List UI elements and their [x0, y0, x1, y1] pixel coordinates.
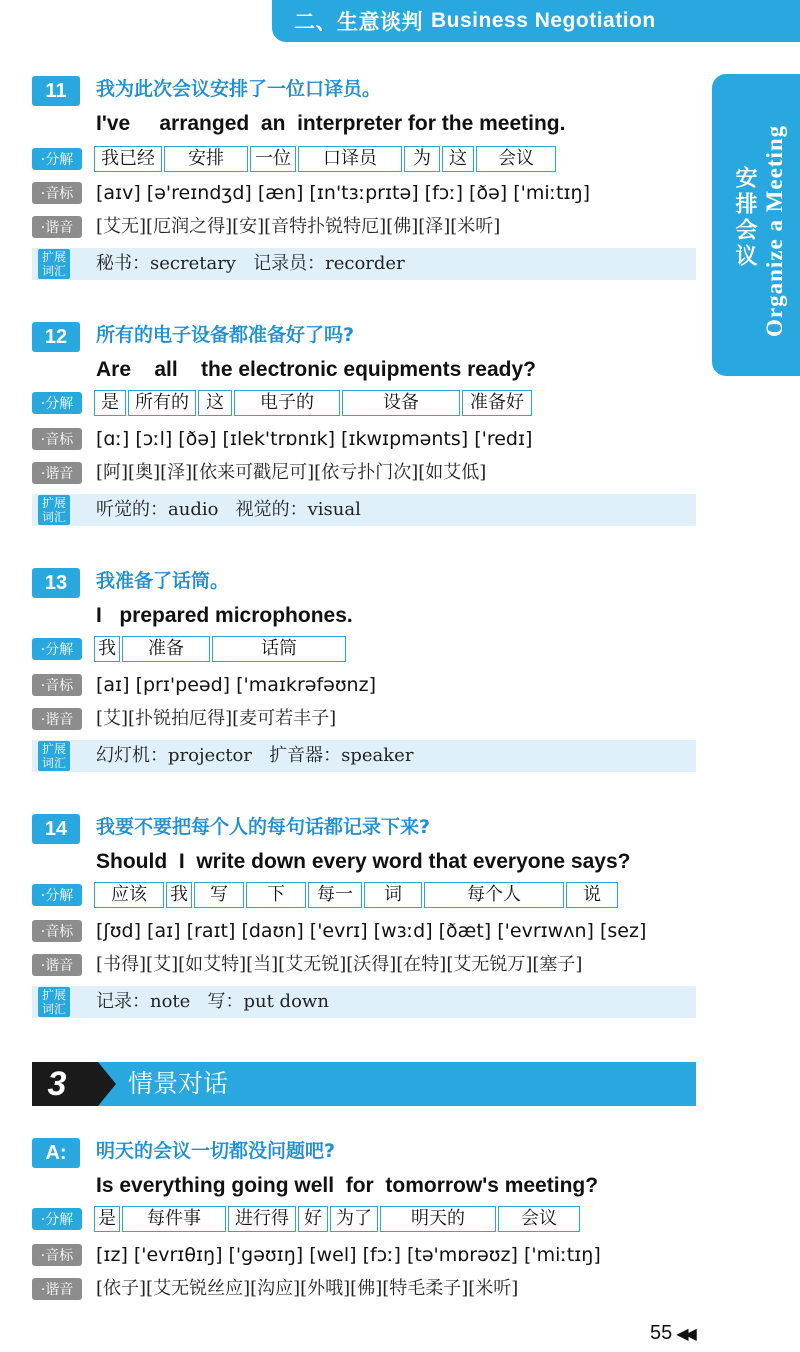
phonetic-text: [ɪz] ['evrɪθɪŋ] ['gəʊɪŋ] [wel] [fɔː] [tə'mɒrəʊz] ['miːtɪŋ] [96, 1244, 601, 1266]
chunk: 准备 [122, 636, 210, 662]
phonetic-tag: ·音标 [32, 674, 82, 696]
phonetic-tag: ·音标 [32, 182, 82, 204]
phonetic-row [32, 1242, 702, 1268]
expand-tag: 扩展词汇 [38, 249, 70, 279]
double-arrow-left-icon: ◀◀ [676, 1325, 693, 1343]
speaker-badge: A: [32, 1138, 80, 1168]
chunk: 为 [404, 146, 440, 172]
phonetic-text: [aɪv] [ə'reɪndʒd] [æn] [ɪn'tɜːprɪtə] [fɔː] [ðə] ['miːtɪŋ] [96, 182, 591, 204]
chunk-list [94, 636, 348, 662]
chunk: 这 [442, 146, 474, 172]
chunk: 是 [94, 1206, 120, 1232]
homophone-tag: ·谐音 [32, 708, 82, 730]
expand-text: 听觉的：audio 视觉的：visual [96, 499, 361, 520]
homophone-row [32, 1276, 702, 1302]
phonetic-row [32, 180, 702, 206]
chunk: 是 [94, 390, 126, 416]
entry-number: 12 [32, 322, 80, 352]
homophone-tag: ·谐音 [32, 216, 82, 238]
homophone-tag: ·谐音 [32, 462, 82, 484]
phonetic-row [32, 426, 702, 452]
homophone-text: [艾无][厄润之得][安][音特扑锐特厄][佛][泽][米听] [96, 216, 501, 237]
dialog-en: Is everything going well for tomorrow's meeting? [96, 1174, 599, 1197]
homophone-text: [书得][艾][如艾特][当][艾无锐][沃得][在特][艾无锐万][塞子] [96, 954, 583, 975]
breakdown-tag: ·分解 [32, 1208, 82, 1230]
side-tab [712, 74, 800, 376]
homophone-text: [艾][扑锐拍厄得][麦可若丰子] [96, 708, 337, 729]
homophone-text: [依子][艾无锐丝应][沟应][外哦][佛][特毛柔子][米听] [96, 1278, 519, 1299]
chunk: 进行得 [228, 1206, 296, 1232]
breakdown-tag: ·分解 [32, 392, 82, 414]
homophone-tag: ·谐音 [32, 1278, 82, 1300]
chunk: 每个人 [424, 882, 564, 908]
chunk: 会议 [498, 1206, 580, 1232]
dialog-zh: 明天的会议一切都没问题吧? [96, 1140, 336, 1162]
entry-en: Are all the electronic equipments ready? [96, 358, 536, 381]
expand-text: 幻灯机：projector 扩音器：speaker [96, 745, 414, 766]
breakdown-row [32, 146, 702, 172]
chapter-header [272, 0, 800, 42]
chunk-list [94, 882, 620, 908]
phonetic-tag: ·音标 [32, 1244, 82, 1266]
chunk: 设备 [342, 390, 460, 416]
homophone-row [32, 460, 702, 486]
chunk: 一位 [250, 146, 296, 172]
chunk: 口译员 [298, 146, 402, 172]
chunk: 下 [246, 882, 306, 908]
entry-zh: 我为此次会议安排了一位口译员。 [96, 78, 382, 100]
homophone-row [32, 706, 702, 732]
expand-tag: 扩展词汇 [38, 495, 70, 525]
chapter-title-en: Business Negotiation [431, 9, 656, 32]
phonetic-row [32, 672, 702, 698]
chunk: 我已经 [94, 146, 162, 172]
breakdown-row [32, 1206, 702, 1232]
chunk: 每件事 [122, 1206, 226, 1232]
chunk: 词 [364, 882, 422, 908]
phonetic-tag: ·音标 [32, 920, 82, 942]
section-arrow-icon [98, 1062, 116, 1106]
entry-number: 11 [32, 76, 80, 106]
entry-zh: 我准备了话筒。 [96, 570, 230, 592]
entry-number: 14 [32, 814, 80, 844]
chunk: 好 [298, 1206, 328, 1232]
expand-tag: 扩展词汇 [38, 741, 70, 771]
section-number: 3 [47, 1064, 67, 1103]
homophone-tag: ·谐音 [32, 954, 82, 976]
chunk: 这 [198, 390, 232, 416]
expand-vocab [32, 248, 696, 280]
breakdown-tag: ·分解 [32, 638, 82, 660]
chunk: 会议 [476, 146, 556, 172]
chunk: 写 [194, 882, 244, 908]
breakdown-row [32, 636, 702, 662]
entry-en: I've arranged an interpreter for the meeting. [96, 112, 566, 135]
chunk: 安排 [164, 146, 248, 172]
side-tab-zh: 安排会议 [732, 166, 757, 270]
expand-vocab [32, 986, 696, 1018]
chunk: 为了 [330, 1206, 378, 1232]
entry-zh: 我要不要把每个人的每句话都记录下来? [96, 816, 431, 838]
breakdown-tag: ·分解 [32, 884, 82, 906]
homophone-row [32, 214, 702, 240]
chunk: 说 [566, 882, 618, 908]
chunk-list [94, 390, 534, 416]
chunk: 每一 [308, 882, 362, 908]
expand-vocab [32, 494, 696, 526]
homophone-row [32, 952, 702, 978]
phonetic-text: [ʃʊd] [aɪ] [raɪt] [daʊn] ['evrɪ] [wɜːd] [ðæt] ['evrɪwʌn] [sez] [96, 920, 647, 942]
expand-vocab [32, 740, 696, 772]
page-number [650, 1322, 693, 1345]
entry-en: Should I write down every word that everyone says? [96, 850, 631, 873]
chunk: 电子的 [234, 390, 340, 416]
expand-text: 秘书：secretary 记录员：recorder [96, 253, 405, 274]
chunk-list [94, 1206, 582, 1232]
phonetic-text: [aɪ] [prɪ'peəd] ['maɪkrəfəʊnz] [96, 674, 376, 696]
chapter-title-zh: 二、生意谈判 [294, 10, 423, 34]
chunk: 应该 [94, 882, 164, 908]
expand-tag: 扩展词汇 [38, 987, 70, 1017]
entry-number: 13 [32, 568, 80, 598]
entry-zh: 所有的电子设备都准备好了吗? [96, 324, 355, 346]
homophone-text: [阿][奥][泽][依来可戳尼可][依亏扑门次][如艾低] [96, 462, 487, 483]
chunk: 准备好 [462, 390, 532, 416]
chunk: 话筒 [212, 636, 346, 662]
phonetic-row [32, 918, 702, 944]
chunk: 我 [94, 636, 120, 662]
chunk: 我 [166, 882, 192, 908]
side-tab-en: Organize a Meeting [762, 124, 787, 338]
phonetic-text: [ɑː] [ɔːl] [ðə] [ɪlek'trɒnɪk] [ɪkwɪpmənts] ['redɪ] [96, 428, 533, 450]
page-number-text: 55 [650, 1322, 673, 1344]
breakdown-tag: ·分解 [32, 148, 82, 170]
section-bar [32, 1062, 696, 1106]
breakdown-row [32, 882, 702, 908]
chunk: 明天的 [380, 1206, 496, 1232]
chunk: 所有的 [128, 390, 196, 416]
section-title: 情景对话 [128, 1069, 229, 1098]
breakdown-row [32, 390, 702, 416]
expand-text: 记录：note 写：put down [96, 991, 329, 1012]
entry-en: I prepared microphones. [96, 604, 353, 627]
chunk-list [94, 146, 558, 172]
phonetic-tag: ·音标 [32, 428, 82, 450]
